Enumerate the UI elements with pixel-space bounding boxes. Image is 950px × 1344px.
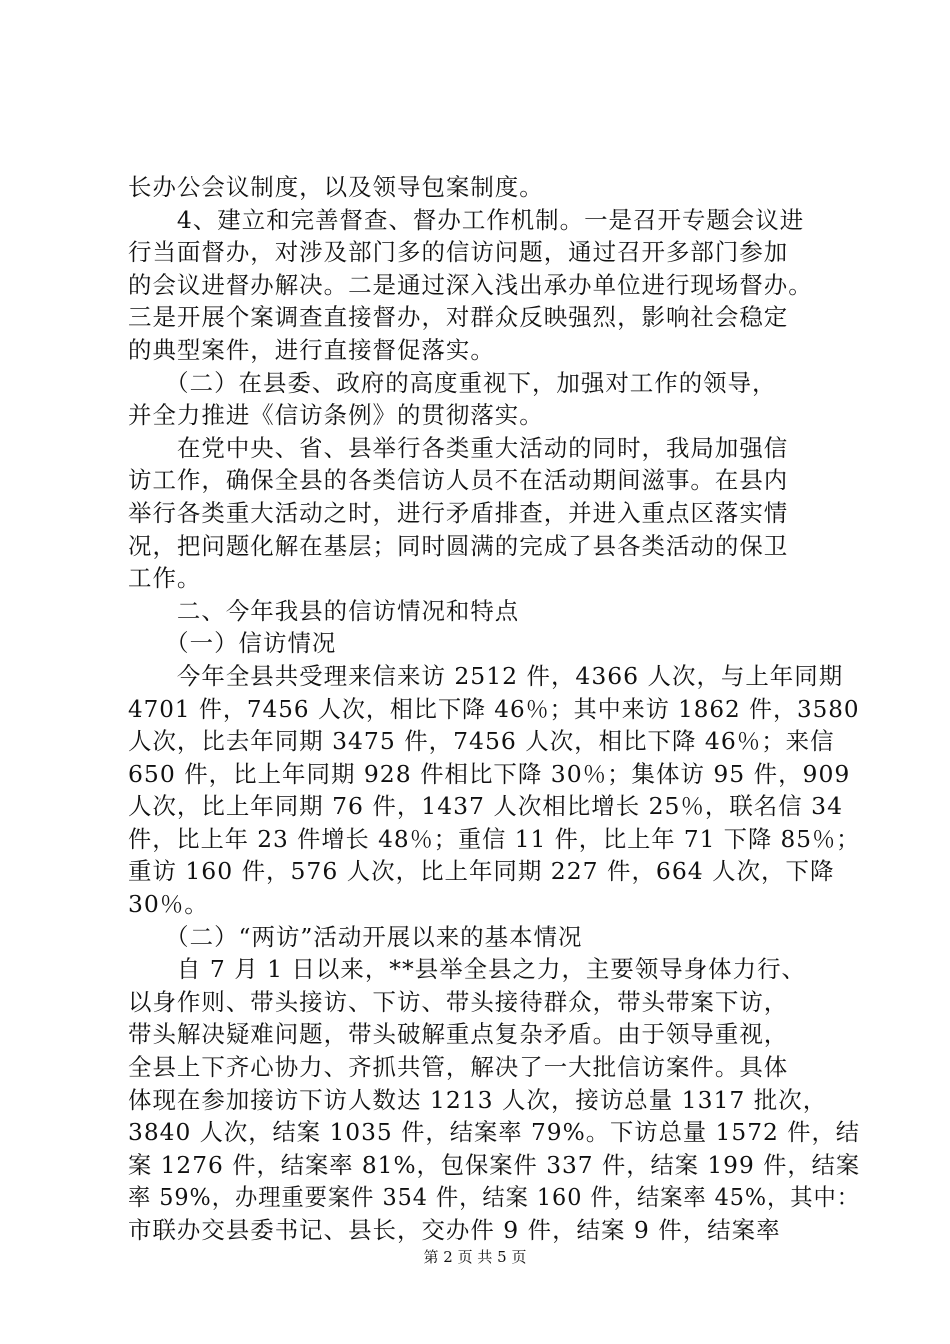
text-line: 30％。	[128, 890, 209, 918]
subsection-heading: （一）信访情况	[128, 629, 337, 657]
section-heading: 二、今年我县的信访情况和特点	[128, 597, 520, 625]
text-line: 4、建立和完善督查、督办工作机制。一是召开专题会议进	[128, 206, 805, 234]
text-line: 行当面督办，对涉及部门多的信访问题，通过召开多部门参加	[128, 238, 789, 266]
text-line: 在党中央、省、县举行各类重大活动的同时，我局加强信	[128, 434, 789, 462]
text-line: 自 7 月 1 日以来，**县举全县之力，主要领导身体力行、	[128, 955, 806, 983]
text-line: （二）在县委、政府的高度重视下，加强对工作的领导，	[128, 369, 777, 397]
text-line: 650 件，比上年同期 928 件相比下降 30％；集体访 95 件，909	[128, 760, 851, 788]
text-line: 人次，比去年同期 3475 件，7456 人次，相比下降 46％；来信	[128, 727, 835, 755]
text-line: 3840 人次，结案 1035 件，结案率 79%。下访总量 1572 件，结	[128, 1118, 861, 1146]
text-line: 带头解决疑难问题，带头破解重点复杂矛盾。由于领导重视，	[128, 1020, 789, 1048]
text-line: 的会议进督办解决。二是通过深入浅出承办单位进行现场督办。	[128, 271, 813, 299]
text-line: 4701 件，7456 人次，相比下降 46％；其中来访 1862 件，3580	[128, 695, 860, 723]
text-line: 长办公会议制度，以及领导包案制度。	[128, 173, 544, 201]
subsection-heading: （二）“两访”活动开展以来的基本情况	[128, 923, 583, 951]
text-line: 访工作，确保全县的各类信访人员不在活动期间滋事。在县内	[128, 466, 789, 494]
page-number-footer: 第 2 页 共 5 页	[423, 1248, 527, 1266]
text-line: 体现在参加接访下访人数达 1213 人次，接访总量 1317 批次，	[128, 1086, 828, 1114]
text-line: 况，把问题化解在基层；同时圆满的完成了县各类活动的保卫	[128, 532, 789, 560]
text-line: 全县上下齐心协力、齐抓共管，解决了一大批信访案件。具体	[128, 1053, 789, 1081]
text-line: 举行各类重大活动之时，进行矛盾排查，并进入重点区落实情	[128, 499, 789, 527]
text-line: 并全力推进《信访条例》的贯彻落实。	[128, 401, 544, 429]
text-line: 三是开展个案调查直接督办，对群众反映强烈，影响社会稳定	[128, 303, 789, 331]
text-line: 今年全县共受理来信来访 2512 件，4366 人次，与上年同期	[128, 662, 844, 690]
text-line: 件，比上年 23 件增长 48％；重信 11 件，比上年 71 下降 85％；	[128, 825, 861, 853]
text-line: 人次，比上年同期 76 件，1437 人次相比增长 25％，联名信 34	[128, 792, 844, 820]
text-line: 案 1276 件，结案率 81%，包保案件 337 件，结案 199 件，结案	[128, 1151, 861, 1179]
text-line: 工作。	[128, 564, 202, 592]
text-line: 率 59%，办理重要案件 354 件，结案 160 件，结案率 45%，其中：	[128, 1183, 861, 1211]
text-line: 重访 160 件，576 人次，比上年同期 227 件，664 人次，下降	[128, 857, 835, 885]
text-line: 的典型案件，进行直接督促落实。	[128, 336, 495, 364]
text-line: 以身作则、带头接访、下访、带头接待群众，带头带案下访，	[128, 988, 789, 1016]
text-line: 市联办交县委书记、县长，交办件 9 件，结案 9 件，结案率	[128, 1216, 781, 1244]
